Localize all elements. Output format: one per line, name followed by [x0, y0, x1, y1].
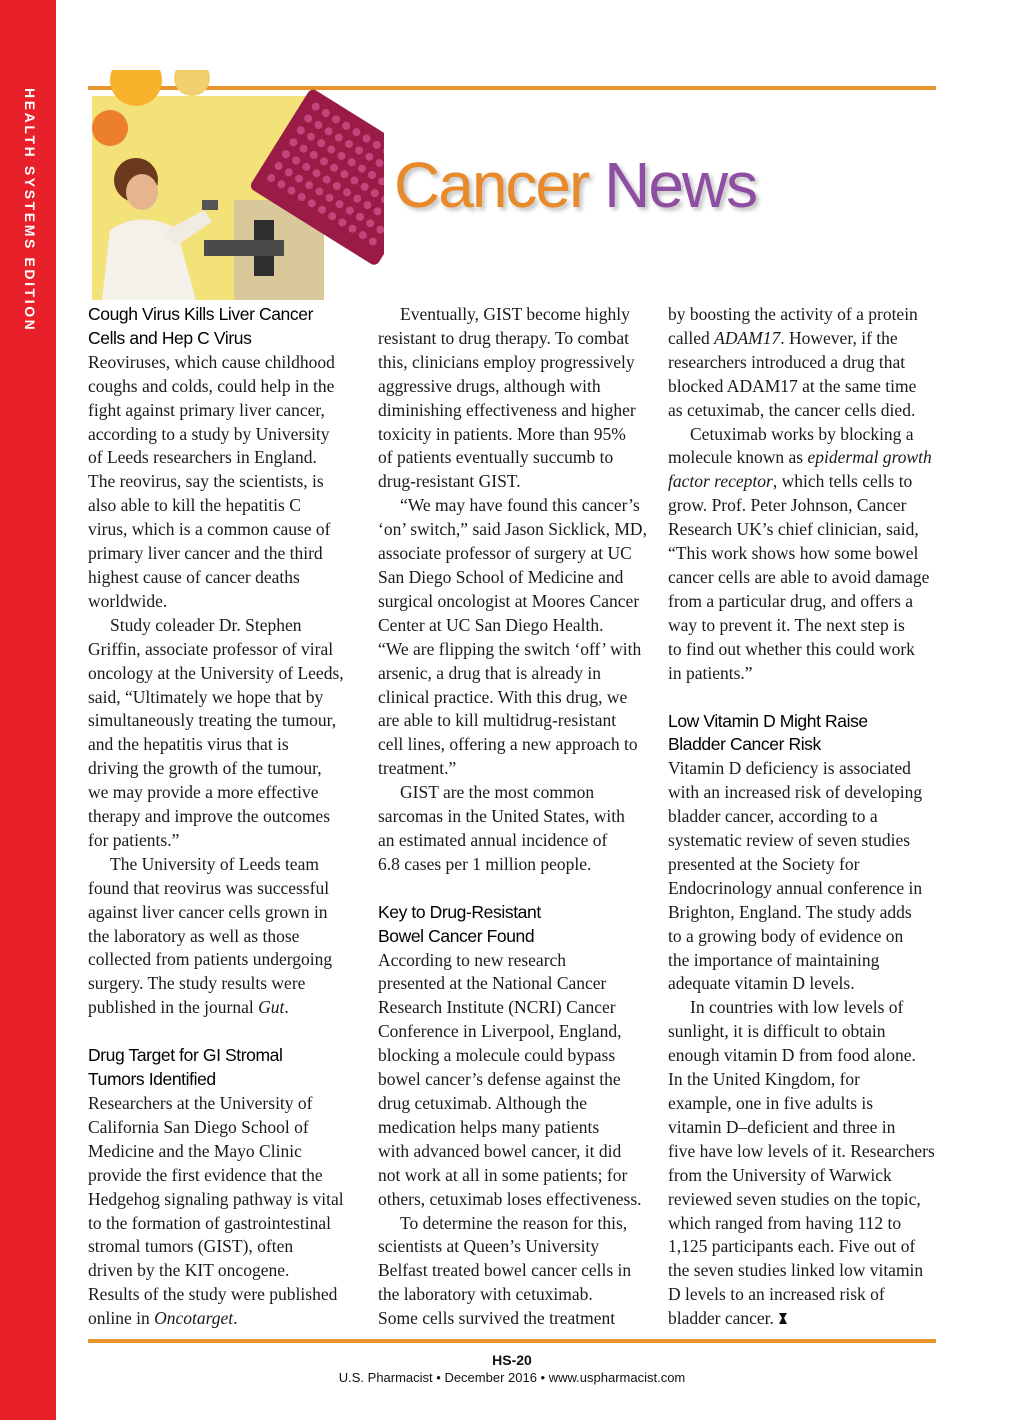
text-run: clinical practice. With this drug, we — [378, 686, 628, 707]
text-run: collected from patients undergoing — [88, 949, 333, 970]
text-run: Cough Virus Kills Liver Cancer — [88, 304, 314, 324]
body-text-line — [668, 470, 940, 494]
body-text-line — [88, 542, 368, 566]
body-text-line — [668, 566, 940, 590]
body-text-line — [668, 877, 940, 901]
article-headline — [668, 733, 940, 757]
bottom-rule — [88, 1339, 936, 1343]
body-text-line — [378, 423, 658, 447]
text-run: and the hepatitis virus that is — [88, 734, 289, 755]
paragraph-gap — [88, 1020, 368, 1044]
text-run: toxicity in patients. More than 95% — [378, 423, 626, 444]
body-text-line — [88, 829, 368, 853]
body-text-line — [668, 518, 940, 542]
article-headline — [88, 1044, 368, 1068]
text-run: online in — [88, 1308, 155, 1329]
text-run: Cetuximab works by blocking a — [690, 423, 914, 444]
body-text-line — [378, 805, 658, 829]
body-text-line — [668, 949, 940, 973]
body-text-line — [668, 1283, 940, 1307]
text-run: Research UK’s chief clinician, said, — [668, 519, 919, 540]
body-text-line — [378, 1164, 658, 1188]
text-run: In countries with low levels of — [690, 997, 904, 1018]
text-run: Research Institute (NCRI) Cancer — [378, 997, 616, 1018]
body-text-line — [88, 446, 368, 470]
text-run: this, clinicians employ progressively — [378, 351, 635, 372]
article-headline — [88, 1068, 368, 1092]
body-text-line — [668, 375, 940, 399]
text-run: the laboratory as well as those — [88, 925, 300, 946]
body-text-line — [88, 1283, 368, 1307]
body-text-line — [88, 1164, 368, 1188]
text-run: Drug Target for GI Stromal — [88, 1045, 283, 1066]
article-headline — [378, 901, 658, 925]
body-text-line — [88, 566, 368, 590]
text-run: ‘on’ switch,” said Jason Sicklick, MD, — [378, 519, 647, 540]
text-run: resistant to drug therapy. To combat — [378, 327, 630, 348]
text-run: we may provide a more effective — [88, 782, 319, 803]
text-run: Researchers at the University of — [88, 1093, 313, 1113]
text-run: published in the journal — [88, 997, 259, 1018]
text-run: Tumors Identified — [88, 1069, 216, 1090]
body-text-line — [378, 375, 658, 399]
body-text-line — [378, 686, 658, 710]
body-text-line — [668, 829, 940, 853]
text-run: Conference in Liverpool, England, — [378, 1021, 622, 1042]
text-run: Belfast treated bowel cancer cells in — [378, 1260, 632, 1281]
body-text-line — [668, 757, 940, 781]
body-text-line — [668, 1092, 940, 1116]
footer-credit: U.S. Pharmacist • December 2016 • www.uspharmacist.com — [338, 1370, 686, 1385]
text-run: . However, if the — [780, 327, 898, 348]
text-run: worldwide. — [88, 590, 168, 611]
text-run: the importance of maintaining — [668, 949, 880, 970]
text-run: driving the growth of the tumour, — [88, 758, 322, 779]
text-run: In the United Kingdom, for — [668, 1069, 860, 1090]
text-run: oncology at the University of Leeds, — [88, 662, 344, 683]
body-text-line — [668, 972, 940, 996]
italic-text-run: ADAM17 — [714, 327, 781, 348]
italic-text-run: Gut — [258, 997, 285, 1018]
body-text-line — [88, 518, 368, 542]
body-text-line — [88, 757, 368, 781]
body-text-line — [668, 901, 940, 925]
paragraph-gap — [378, 877, 658, 901]
text-run: reviewed seven studies on the topic, — [668, 1188, 921, 1209]
text-run: not work at all in some patients; for — [378, 1164, 628, 1185]
page-title — [394, 148, 756, 222]
body-text-line — [88, 614, 368, 638]
text-run: Medicine and the Mayo Clinic — [88, 1140, 302, 1161]
text-run: called — [668, 327, 715, 348]
text-run: arsenic, a drug that is already in — [378, 662, 602, 683]
body-text-line — [378, 303, 658, 327]
body-text-line — [378, 590, 658, 614]
body-text-line — [378, 781, 658, 805]
page-number: HS-20 — [492, 1352, 532, 1368]
body-text-line — [668, 1140, 940, 1164]
text-run: To determine the reason for this, — [400, 1212, 628, 1233]
text-run: the seven studies linked low vitamin — [668, 1260, 924, 1281]
body-text-line — [668, 638, 940, 662]
text-run: adequate vitamin D levels. — [668, 973, 855, 994]
body-text-line — [88, 996, 368, 1020]
body-text-line — [88, 351, 368, 375]
text-run: aggressive drugs, although with — [378, 375, 601, 396]
body-text-line — [378, 757, 658, 781]
body-text-line — [378, 446, 658, 470]
body-text-line — [668, 446, 940, 470]
body-text-line — [668, 542, 940, 566]
body-text-line — [88, 423, 368, 447]
italic-text-run: epidermal growth — [807, 447, 932, 468]
text-run: The University of Leeds team — [110, 853, 319, 874]
body-text-line — [88, 709, 368, 733]
body-text-line — [378, 327, 658, 351]
text-run: 6.8 cases per 1 million people. — [378, 853, 592, 874]
paragraph-gap — [668, 686, 940, 710]
text-run: blocked ADAM17 at the same time — [668, 375, 917, 396]
text-run: . — [233, 1308, 238, 1329]
text-run: GIST are the most common — [400, 782, 595, 803]
body-text-line — [668, 327, 940, 351]
text-run: provide the first evidence that the — [88, 1164, 323, 1185]
body-text-line — [88, 1188, 368, 1212]
edition-label: HEALTH SYSTEMS EDITION — [22, 88, 38, 333]
body-text-line — [668, 925, 940, 949]
text-run: presented at the National Cancer — [378, 973, 607, 994]
text-run: for patients.” — [88, 829, 180, 850]
body-text-line — [378, 470, 658, 494]
article-headline — [378, 925, 658, 949]
text-run: to the formation of gastrointestinal — [88, 1212, 332, 1233]
body-text-line — [668, 351, 940, 375]
text-run: sarcomas in the United States, with — [378, 806, 625, 827]
body-text-line — [88, 805, 368, 829]
text-run: enough vitamin D from food alone. — [668, 1045, 916, 1066]
body-text-line — [668, 1188, 940, 1212]
article-end-icon — [778, 1313, 788, 1325]
body-text-line — [88, 877, 368, 901]
text-run: systematic review of seven studies — [668, 830, 911, 851]
text-run: Bowel Cancer Found — [378, 925, 535, 946]
text-run: grow. Prof. Peter Johnson, Cancer — [668, 495, 907, 516]
text-run: 1,125 participants each. Five out of — [668, 1236, 916, 1257]
text-run: drug cetuximab. Although the — [378, 1093, 587, 1113]
text-run: the laboratory with cetuximab. — [378, 1284, 593, 1305]
italic-text-run: Oncotarget — [154, 1308, 234, 1329]
body-text-line — [378, 638, 658, 662]
text-run: sunlight, it is difficult to obtain — [668, 1021, 886, 1042]
body-text-line — [378, 1259, 658, 1283]
body-text-line — [668, 614, 940, 638]
body-text-line — [668, 1259, 940, 1283]
text-run: researchers introduced a drug that — [668, 351, 906, 372]
text-run: vitamin D–deficient and three in — [668, 1116, 896, 1137]
body-text-line — [88, 853, 368, 877]
body-text-line — [668, 853, 940, 877]
text-run: against liver cancer cells grown in — [88, 901, 328, 922]
body-text-line — [88, 470, 368, 494]
article-column-2 — [378, 303, 658, 1331]
body-text-line — [378, 1307, 658, 1331]
body-text-line — [378, 1092, 658, 1116]
body-text-line — [378, 996, 658, 1020]
body-text-line — [88, 972, 368, 996]
body-text-line — [88, 1092, 368, 1116]
text-run: California San Diego School of — [88, 1116, 309, 1137]
text-run: . — [284, 997, 289, 1018]
body-text-line — [378, 1068, 658, 1092]
text-run: Hedgehog signaling pathway is vital — [88, 1188, 344, 1209]
body-text-line — [668, 996, 940, 1020]
body-text-line — [88, 1259, 368, 1283]
text-run: way to prevent it. The next step is — [668, 614, 905, 635]
text-run: Results of the study were published — [88, 1284, 338, 1305]
body-text-line — [668, 1020, 940, 1044]
text-run: cell lines, offering a new approach to — [378, 734, 638, 755]
text-run: found that reovirus was successful — [88, 877, 330, 898]
body-text-line — [378, 1212, 658, 1236]
text-run: Reoviruses, which cause childhood — [88, 351, 335, 372]
text-run: San Diego School of Medicine and — [378, 566, 624, 587]
text-run: coughs and colds, could help in the — [88, 375, 335, 396]
text-run: molecule known as — [668, 447, 808, 468]
body-text-line — [668, 805, 940, 829]
text-run: said, “Ultimately we hope that by — [88, 686, 324, 707]
text-run: according to a study by University — [88, 423, 330, 444]
body-text-line — [668, 781, 940, 805]
text-run: presented at the Society for — [668, 853, 860, 874]
body-text-line — [668, 399, 940, 423]
body-text-line — [378, 733, 658, 757]
body-text-line — [378, 399, 658, 423]
text-run: scientists at Queen’s University — [378, 1236, 600, 1257]
body-text-line — [668, 1044, 940, 1068]
text-run: surgical oncologist at Moores Cancer — [378, 590, 640, 611]
body-text-line — [378, 1235, 658, 1259]
text-run: with an increased risk of developing — [668, 782, 923, 803]
body-text-line — [88, 925, 368, 949]
body-text-line — [88, 1116, 368, 1140]
body-text-line — [378, 1283, 658, 1307]
text-run: The reovirus, say the scientists, is — [88, 471, 324, 492]
body-text-line — [668, 1212, 940, 1236]
body-text-line — [378, 518, 658, 542]
text-run: Endocrinology annual conference in — [668, 877, 923, 898]
text-run: cancer cells are able to avoid damage — [668, 566, 930, 587]
text-run: five have low levels of it. Researchers — [668, 1140, 935, 1161]
body-text-line — [668, 1116, 940, 1140]
text-run: , which tells cells to — [772, 471, 913, 492]
body-text-line — [668, 590, 940, 614]
text-run: therapy and improve the outcomes — [88, 806, 331, 827]
body-text-line — [88, 781, 368, 805]
text-run: “We may have found this cancer’s — [400, 495, 640, 516]
text-run: Some cells survived the treatment — [378, 1308, 616, 1329]
italic-text-run: factor receptor — [668, 471, 773, 492]
body-text-line — [88, 375, 368, 399]
text-run: surgery. The study results were — [88, 973, 306, 994]
text-run: driven by the KIT oncogene. — [88, 1260, 290, 1281]
body-text-line — [88, 399, 368, 423]
title-word-cancer: Cancer — [394, 149, 589, 221]
text-run: with advanced bowel cancer, it did — [378, 1140, 622, 1161]
body-text-line — [668, 1164, 940, 1188]
article-headline — [668, 710, 940, 734]
text-run: simultaneously treating the tumour, — [88, 710, 337, 731]
body-text-line — [378, 1140, 658, 1164]
body-text-line — [378, 1188, 658, 1212]
body-text-line — [668, 423, 940, 447]
text-run: Center at UC San Diego Health. — [378, 614, 604, 635]
text-run: Key to Drug-Resistant — [378, 901, 541, 922]
text-run: highest cause of cancer deaths — [88, 566, 300, 587]
body-text-line — [378, 1020, 658, 1044]
body-text-line — [378, 494, 658, 518]
text-run: to find out whether this could work — [668, 638, 915, 659]
body-text-line — [378, 853, 658, 877]
text-run: blocking a molecule could bypass — [378, 1045, 616, 1066]
text-run: treatment.” — [378, 758, 457, 779]
text-run: medication helps many patients — [378, 1116, 600, 1137]
edition-sidebar — [0, 0, 56, 1420]
text-run: as cetuximab, the cancer cells died. — [668, 399, 916, 420]
text-run: stromal tumors (GIST), often — [88, 1236, 294, 1257]
body-text-line — [378, 351, 658, 375]
text-run: example, one in five adults is — [668, 1093, 874, 1113]
body-text-line — [88, 494, 368, 518]
text-run: Study coleader Dr. Stephen — [110, 614, 302, 635]
body-text-line — [378, 662, 658, 686]
body-text-line — [88, 948, 368, 972]
text-run: associate professor of surgery at UC — [378, 543, 632, 564]
body-text-line — [378, 542, 658, 566]
body-text-line — [378, 566, 658, 590]
text-run: of Leeds researchers in England. — [88, 447, 317, 468]
body-text-line — [88, 662, 368, 686]
body-text-line — [88, 686, 368, 710]
body-text-line — [668, 1307, 940, 1331]
text-run: According to new research — [378, 949, 567, 970]
body-text-line — [88, 1140, 368, 1164]
text-run: Brighton, England. The study adds — [668, 901, 912, 922]
text-run: an estimated annual incidence of — [378, 829, 608, 850]
article-headline — [88, 327, 368, 351]
article-column-3 — [668, 303, 940, 1331]
text-run: drug-resistant GIST. — [378, 471, 521, 492]
text-run: from the University of Warwick — [668, 1164, 892, 1185]
body-text-line — [378, 972, 658, 996]
text-run: diminishing effectiveness and higher — [378, 399, 636, 420]
body-text-line — [88, 1307, 368, 1331]
text-run: bladder cancer. — [668, 1308, 779, 1329]
text-run: others, cetuximab loses effectiveness. — [378, 1188, 642, 1209]
body-text-line — [378, 1044, 658, 1068]
text-run: bowel cancer’s defense against the — [378, 1069, 621, 1090]
text-run: D levels to an increased risk of — [668, 1284, 885, 1305]
text-run: Griffin, associate professor of viral — [88, 638, 334, 659]
body-text-line — [668, 1068, 940, 1092]
text-run: “We are flipping the switch ‘off’ with — [378, 638, 642, 659]
text-run: of patients eventually succumb to — [378, 447, 614, 468]
text-run: by boosting the activity of a protein — [668, 304, 918, 324]
text-run: Cells and Hep C Virus — [88, 327, 252, 348]
text-run: bladder cancer, according to a — [668, 806, 878, 827]
text-run: virus, which is a common cause of — [88, 519, 331, 540]
body-text-line — [668, 303, 940, 327]
text-run: primary liver cancer and the third — [88, 543, 323, 564]
body-text-line — [668, 662, 940, 686]
body-text-line — [378, 949, 658, 973]
article-column-1 — [88, 303, 368, 1331]
body-text-line — [378, 1116, 658, 1140]
body-text-line — [88, 638, 368, 662]
body-text-line — [88, 1212, 368, 1236]
body-text-line — [668, 1235, 940, 1259]
lab-scientist-photo — [84, 70, 384, 300]
text-run: from a particular drug, and offers a — [668, 590, 914, 611]
text-run: Bladder Cancer Risk — [668, 734, 821, 755]
title-word-news: News — [604, 149, 757, 221]
text-run: also able to kill the hepatitis C — [88, 495, 301, 516]
text-run: Vitamin D deficiency is associated — [668, 758, 911, 779]
text-run: in patients.” — [668, 662, 753, 683]
text-run: Eventually, GIST become highly — [400, 304, 630, 324]
body-text-line — [88, 1235, 368, 1259]
body-text-line — [378, 829, 658, 853]
body-text-line — [668, 494, 940, 518]
body-text-line — [88, 590, 368, 614]
body-text-line — [88, 901, 368, 925]
text-run: Low Vitamin D Might Raise — [668, 710, 868, 731]
body-text-line — [88, 733, 368, 757]
body-text-line — [378, 709, 658, 733]
body-text-line — [378, 614, 658, 638]
article-headline — [88, 303, 368, 327]
text-run: to a growing body of evidence on — [668, 925, 904, 946]
text-run: fight against primary liver cancer, — [88, 399, 325, 420]
text-run: are able to kill multidrug-resistant — [378, 710, 617, 731]
text-run: which ranged from having 112 to — [668, 1212, 902, 1233]
text-run: “This work shows how some bowel — [668, 543, 919, 564]
